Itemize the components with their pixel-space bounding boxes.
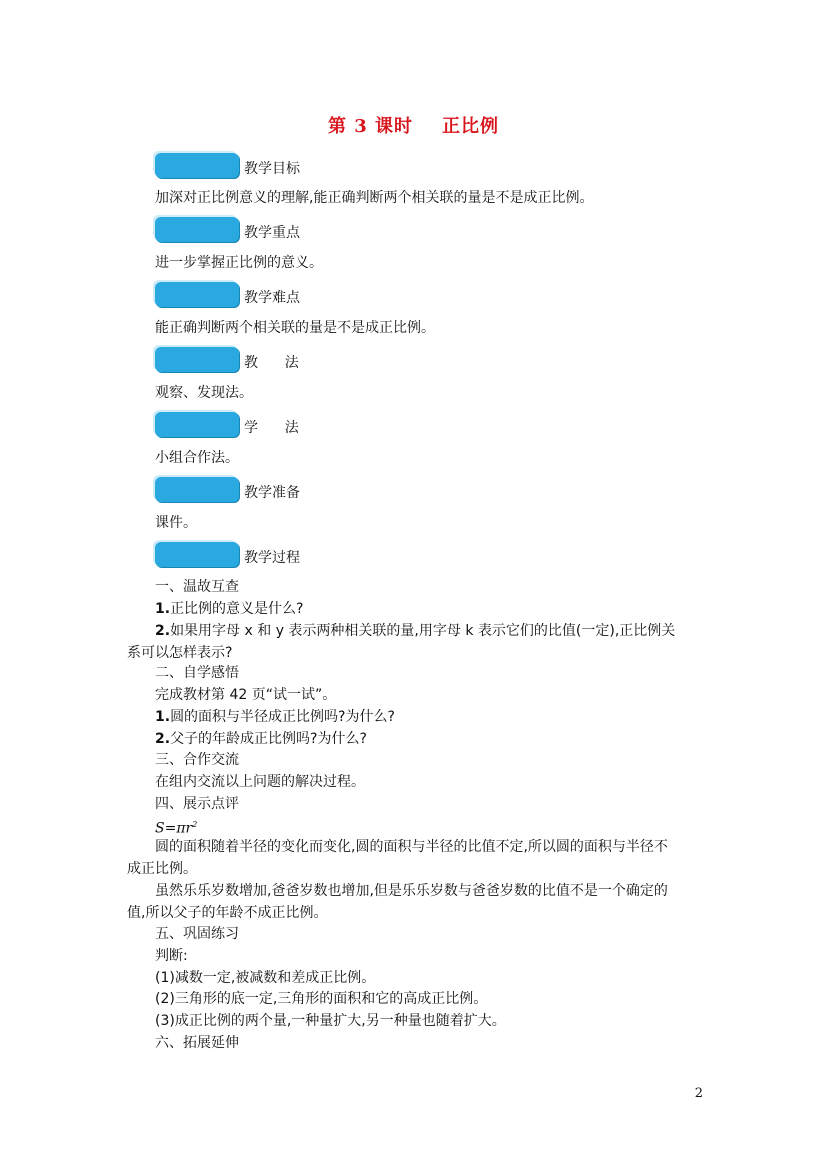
section-content: 加深对正比例意义的理解,能正确判断两个相关联的量是不是成正比例。 — [155, 190, 594, 206]
question-text: 圆的面积与半径成正比例吗?为什么? — [170, 709, 395, 725]
section-content: 观察、发现法。 — [155, 385, 253, 401]
section-badge — [155, 477, 239, 502]
heading-review: 一、温故互查 — [155, 579, 239, 595]
question-text: 父子的年龄成正比例吗?为什么? — [170, 731, 367, 747]
page-number: 2 — [694, 1086, 703, 1101]
section-badge — [155, 282, 239, 307]
section-badge — [155, 412, 239, 437]
question-4 — [155, 730, 367, 748]
section-label: 教学目标 — [244, 161, 300, 177]
question-2-continued: 系可以怎样表示? — [127, 645, 233, 661]
section-badge — [155, 542, 239, 567]
section-label: 教学准备 — [244, 485, 300, 501]
lesson-title: 第 3 课时 正比例 — [327, 116, 500, 137]
area-formula — [155, 816, 197, 838]
question-2 — [155, 622, 675, 640]
section-badge — [155, 217, 239, 242]
question-number: 2. — [155, 623, 171, 639]
heading-practice: 五、巩固练习 — [155, 926, 239, 942]
section-badge — [155, 153, 239, 178]
section-content: 进一步掌握正比例的意义。 — [155, 255, 323, 271]
heading-self-study: 二、自学感悟 — [155, 665, 239, 681]
heading-cooperation: 三、合作交流 — [155, 752, 239, 768]
judgment-3: (3)成正比例的两个量,一种量扩大,另一种量也随着扩大。 — [155, 1013, 506, 1029]
heading-extension: 六、拓展延伸 — [155, 1035, 239, 1051]
question-text: 正比例的意义是什么? — [170, 601, 304, 617]
heading-presentation: 四、展示点评 — [155, 796, 239, 812]
paragraph-circle: 圆的面积随着半径的变化而变化,圆的面积与半径的比值不定,所以圆的面积与半径不 — [155, 839, 668, 855]
section-badge — [155, 347, 239, 372]
paragraph-textbook: 完成教材第 42 页“试一试”。 — [155, 687, 337, 703]
judgment-1: (1)减数一定,被减数和差成正比例。 — [155, 970, 376, 986]
question-text: 如果用字母 x 和 y 表示两种相关联的量,用字母 k 表示它们的比值(一定),正比例关 — [170, 623, 676, 639]
section-label: 教学重点 — [244, 225, 300, 241]
question-1 — [155, 600, 304, 618]
section-label: 教 法 — [244, 355, 299, 371]
judgment-2: (2)三角形的底一定,三角形的面积和它的高成正比例。 — [155, 991, 488, 1007]
formula-main: S=πr — [155, 820, 193, 837]
paragraph-judge: 判断: — [155, 948, 188, 964]
section-content: 能正确判断两个相关联的量是不是成正比例。 — [155, 320, 435, 336]
paragraph-age: 虽然乐乐岁数增加,爸爸岁数也增加,但是乐乐岁数与爸爸岁数的比值不是一个确定的 — [155, 883, 668, 899]
paragraph-exchange: 在组内交流以上问题的解决过程。 — [155, 774, 365, 790]
question-number: 2. — [155, 731, 171, 747]
section-content: 小组合作法。 — [155, 450, 239, 466]
formula-exponent: 2 — [192, 820, 198, 829]
section-label: 教学难点 — [244, 290, 300, 306]
question-3 — [155, 708, 395, 726]
question-number: 1. — [155, 601, 171, 617]
paragraph-circle-continued: 成正比例。 — [127, 861, 197, 877]
paragraph-age-continued: 值,所以父子的年龄不成正比例。 — [127, 905, 328, 921]
section-content: 课件。 — [155, 515, 197, 531]
question-number: 1. — [155, 709, 171, 725]
section-label: 学 法 — [244, 420, 299, 436]
section-label: 教学过程 — [244, 550, 300, 566]
